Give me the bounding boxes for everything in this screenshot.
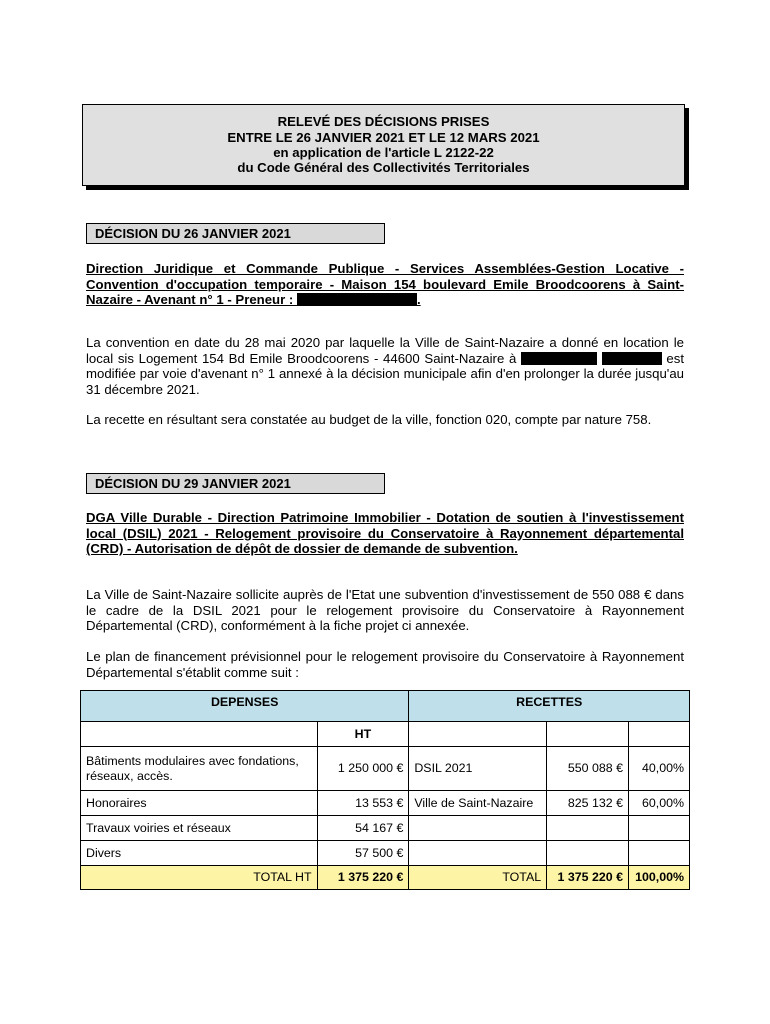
expenses-header: DEPENSES [81,691,409,722]
revenue-amount: 550 088 € [547,747,629,791]
decision-1-paragraph-1 [86,335,684,397]
decision-2-subject: DGA Ville Durable - Direction Patrimoine Immobilier - Dotation de soutien à l'investissement local (DSIL) 2021 - Relogement provisoire du Conservatoire à Rayonnement départemental (CRD) - Autorisation de dépôt de dossier de demande de subvention. [86,510,684,557]
total-ht-label: TOTAL HT [81,866,318,890]
empty-cell [547,722,629,747]
header-code: du Code Général des Collectivités Territoriales [237,160,530,176]
expense-amount: 13 553 € [317,791,409,816]
decision-1-paragraph-2: La recette en résultant sera constatée au budget de la ville, fonction 020, compte par nature 758. [86,412,652,427]
empty-cell [81,722,318,747]
expense-label: Divers [81,841,318,866]
revenue-percent: 40,00% [628,747,689,791]
table-row [81,791,690,816]
expense-amount: 57 500 € [317,841,409,866]
revenue-percent [628,816,689,841]
decision-1-date: DÉCISION DU 26 JANVIER 2021 [86,223,385,244]
header-period: ENTRE LE 26 JANVIER 2021 ET LE 12 MARS 2021 [227,129,540,145]
total-percent: 100,00% [628,866,689,890]
total-label: TOTAL [409,866,547,890]
revenue-label [409,841,547,866]
empty-cell [409,722,547,747]
financing-plan-table [80,690,690,890]
redaction-box [297,293,417,306]
expense-label: Honoraires [81,791,318,816]
revenue-amount [547,816,629,841]
decision-2-date: DÉCISION DU 29 JANVIER 2021 [86,473,385,494]
expense-label: Bâtiments modulaires avec fondations, réseaux, accès. [81,747,318,791]
decision-1-p1-start: La convention en date du 28 mai 2020 par laquelle la Ville de Saint-Nazaire a donné en location le local sis Logement 154 Bd Emile Broodcoorens - 44600 Saint-Nazaire à [86,335,684,366]
redaction-box [521,352,597,365]
revenue-percent: 60,00% [628,791,689,816]
revenue-label: DSIL 2021 [409,747,547,791]
ht-header: HT [317,722,409,747]
decision-1-subject [86,261,684,308]
revenue-percent [628,841,689,866]
decision-1-subject-text: Direction Juridique et Commande Publique - Services Assemblées-Gestion Locative - Convention d'occupation temporaire - Maison 154 boulevard Emile Broodcoorens à Saint-Nazaire - Avenant n° 1 - Preneur : [86,261,684,308]
header-article: en application de l'article L 2122-22 [273,145,494,160]
document-header [82,104,685,186]
decision-1-p1-end: est modifiée par voie d'avenant n° 1 annexé à la décision municipale afin d'en prolonger la durée jusqu'au 31 décembre 2021. [86,350,685,397]
revenue-amount [547,841,629,866]
decision-2-paragraph-1: La Ville de Saint-Nazaire sollicite auprès de l'Etat une subvention d'investissement de 550 088 € dans le cadre de la DSIL 2021 pour le relogement provisoire du Conservatoire à Rayonnement Départemental (CRD), conformément à la fiche projet ci annexée. [86,587,684,634]
expense-amount: 54 167 € [317,816,409,841]
total-ht-amount: 1 375 220 € [317,866,409,890]
table-row [81,816,690,841]
table-subheader-row [81,722,690,747]
expense-label: Travaux voiries et réseaux [81,816,318,841]
expense-amount: 1 250 000 € [317,747,409,791]
empty-cell [628,722,689,747]
table-row [81,747,690,791]
revenue-amount: 825 132 € [547,791,629,816]
revenues-header: RECETTES [409,691,690,722]
table-row [81,841,690,866]
table-header-row [81,691,690,722]
redaction-box [602,352,662,365]
revenue-label [409,816,547,841]
table-total-row [81,866,690,890]
decision-2-paragraph-2: Le plan de financement prévisionnel pour le relogement provisoire du Conservatoire à Rayonnement Départemental s'établit comme suit : [86,649,684,680]
header-title: RELEVÉ DES DÉCISIONS PRISES [277,114,490,130]
decision-1-subject-end: . [416,292,421,308]
total-revenue-amount: 1 375 220 € [547,866,629,890]
revenue-label: Ville de Saint-Nazaire [409,791,547,816]
